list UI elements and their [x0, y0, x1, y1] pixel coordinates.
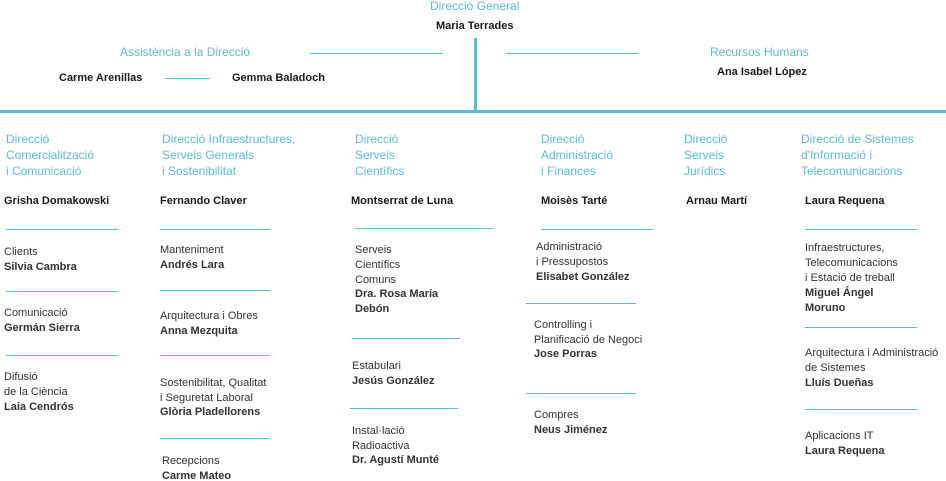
divider — [6, 229, 118, 230]
assistant-name-1: Carme Arenillas — [59, 72, 143, 84]
unit-name: Elisabet González — [536, 271, 630, 283]
unit-name: Dra. Rosa María Debón — [355, 288, 439, 315]
unit-label: Difusió de la Ciència — [4, 371, 68, 398]
unit-label: Arquitectura i Administració de Sistemes — [805, 347, 939, 374]
dept-title-legal: Direcció Serveis Jurídics — [684, 132, 728, 178]
divider — [6, 291, 118, 292]
divider — [160, 229, 270, 230]
unit-name: Jose Porras — [534, 348, 597, 360]
unit-name: Miguel Ángel Moruno — [805, 287, 874, 314]
assistance-connector — [310, 53, 443, 54]
general-director-name: Maria Terrades — [436, 20, 514, 32]
unit-name: Andrés Lara — [160, 259, 225, 271]
assistant-name-2: Gemma Baladoch — [232, 72, 325, 84]
unit-label: Manteniment — [160, 244, 224, 256]
unit-name: Jesús González — [352, 375, 435, 387]
dept-head-it: Laura Requena — [805, 195, 885, 207]
dept-head-commercial: Grisha Domakowski — [4, 195, 110, 207]
dept-head-legal: Arnau Martí — [686, 195, 748, 207]
dept-title-infrastructures: Direcció Infraestructures, Serveis Generals i Sostenibilitat — [162, 132, 296, 178]
divider — [526, 303, 636, 304]
unit-label: Arquitectura i Obres — [160, 310, 258, 322]
unit-label: Instal·lació Radioactiva — [352, 425, 410, 452]
divider — [805, 229, 917, 230]
unit-label: Recepcions — [162, 455, 220, 467]
unit-name: Laia Cendrós — [4, 401, 74, 413]
dept-title-finance: Direcció Administració i Finances — [541, 132, 614, 178]
unit-name: Lluís Dueñas — [805, 377, 874, 389]
divider — [6, 355, 118, 356]
unit-label: Serveis Científics Comuns — [355, 244, 401, 286]
divider — [541, 229, 653, 230]
dept-title-commercial: Direcció Comercialització i Comunicació — [6, 132, 95, 178]
unit-label: Comunicació — [4, 307, 68, 319]
unit-label: Sostenibilitat, Qualitat i Seguretat Laboral — [160, 377, 267, 404]
main-vertical-connector — [474, 38, 477, 110]
hr-name: Ana Isabel López — [717, 66, 807, 78]
unit-label: Clients — [4, 246, 38, 258]
unit-name: Dr. Agustí Munté — [352, 454, 439, 466]
dept-title-it: Direcció de Sistemes d'Informació i Telecomunicacions — [801, 132, 914, 178]
unit-name: Laura Requena — [805, 445, 885, 457]
divider — [160, 290, 270, 291]
hr-connector — [506, 53, 638, 54]
divider — [805, 327, 917, 328]
unit-label: Administració i Pressupostos — [536, 241, 609, 268]
unit-label: Compres — [534, 409, 579, 421]
unit-label: Infraestructures, Telecomunicacions i Estació de treball — [805, 242, 898, 284]
main-horizontal-connector — [0, 110, 946, 113]
divider — [805, 409, 917, 410]
divider — [526, 393, 636, 394]
assistance-title: Assistència a la Direcció — [120, 45, 251, 59]
dept-head-finance: Moisès Tarté — [541, 195, 608, 207]
unit-label: Controlling i Planificació de Negoci — [534, 319, 643, 346]
unit-label: Aplicacions IT — [805, 430, 874, 442]
unit-name: Glòria Pladellorens — [160, 406, 261, 418]
divider — [355, 228, 493, 229]
unit-label: Estabulari — [352, 360, 401, 372]
divider — [352, 338, 460, 339]
general-direction-title: Direcció General — [430, 0, 520, 13]
unit-name: Germán Sierra — [4, 322, 80, 334]
unit-name: Carme Mateo — [162, 470, 232, 481]
dept-head-scientific: Montserrat de Luna — [351, 195, 454, 207]
unit-name: Silvia Cambra — [4, 261, 77, 273]
divider — [160, 355, 270, 356]
dept-title-scientific: Direcció Serveis Científics — [355, 132, 405, 178]
divider — [350, 408, 458, 409]
hr-title: Recursos Humans — [710, 45, 809, 59]
divider — [160, 438, 270, 439]
unit-name: Neus Jiménez — [534, 424, 608, 436]
assistants-connector — [165, 78, 210, 79]
dept-head-infrastructures: Fernando Claver — [160, 195, 247, 207]
unit-name: Anna Mezquita — [160, 325, 238, 337]
